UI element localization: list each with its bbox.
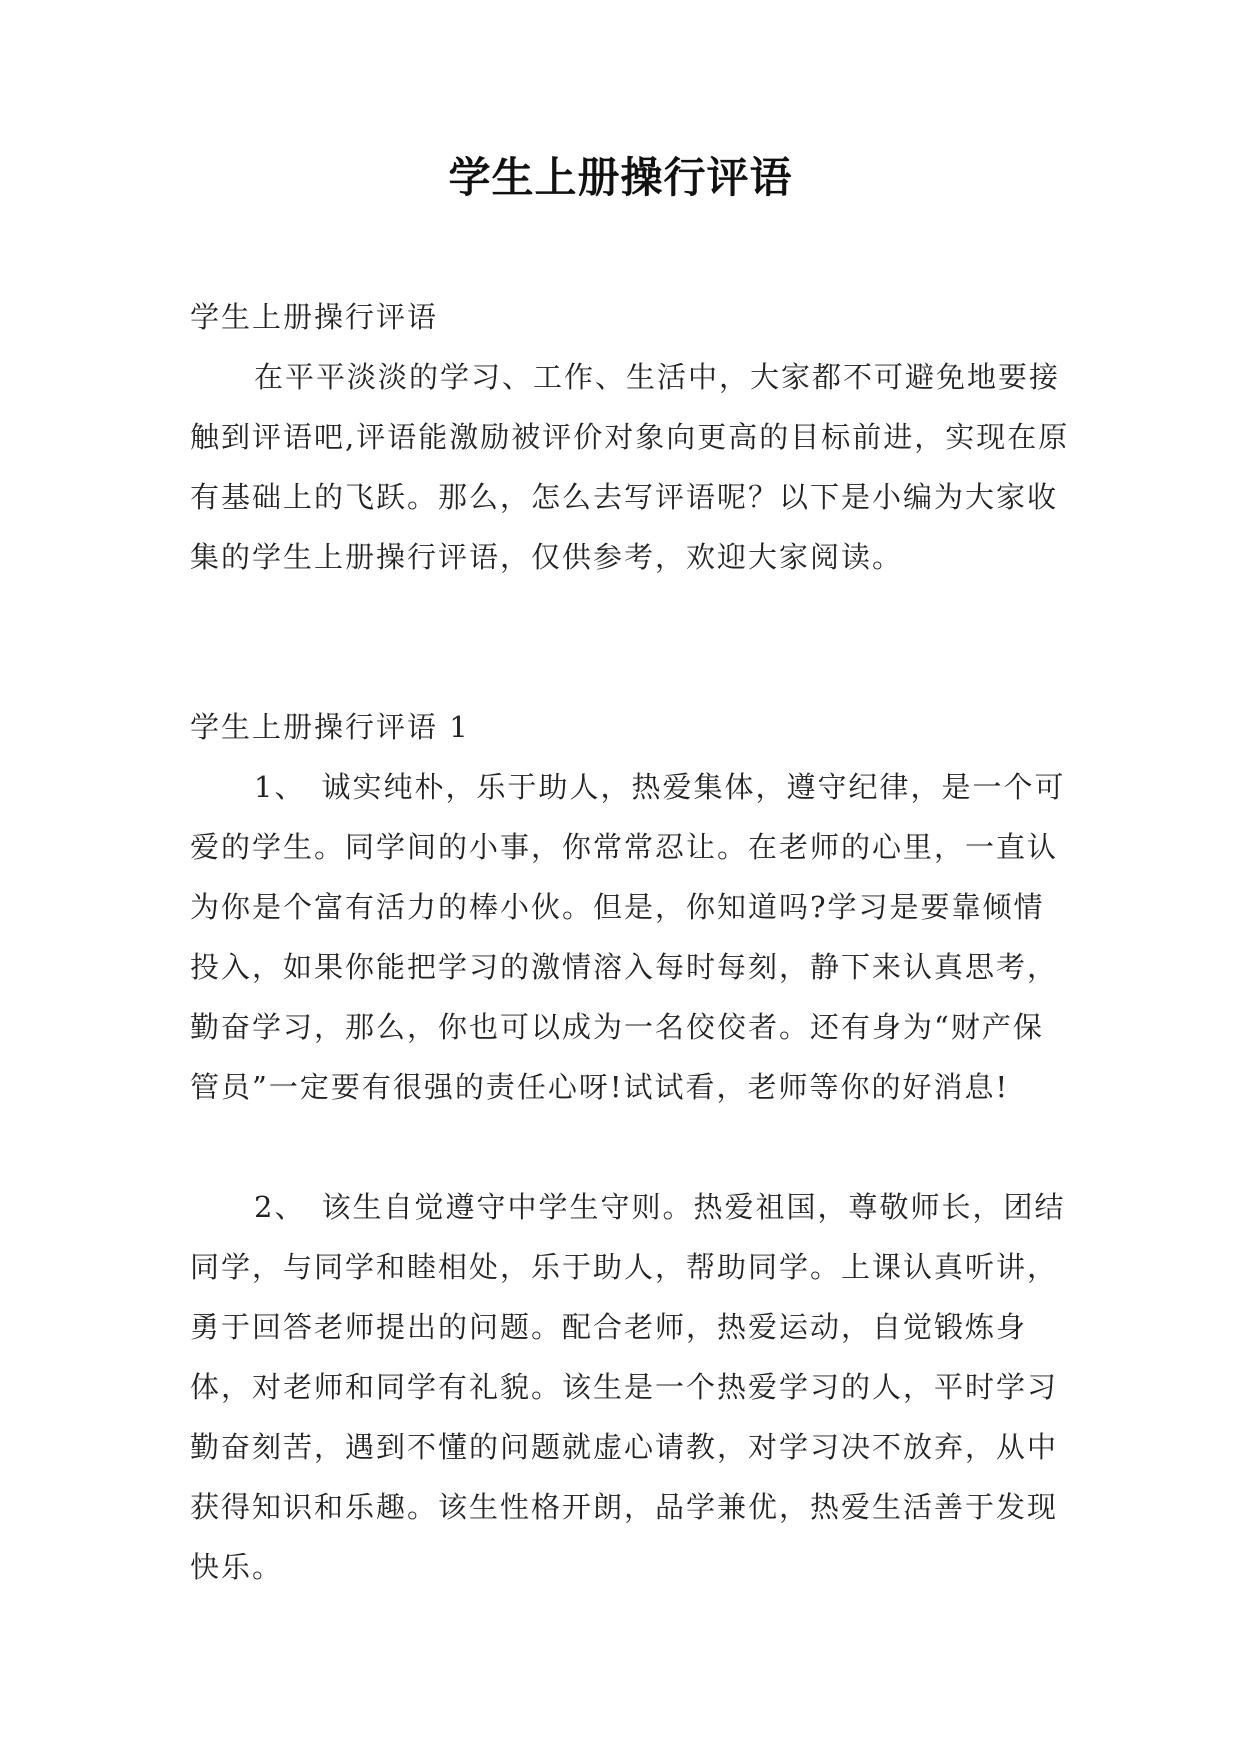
item-text: 该生自觉遵守中学生守则。热爱祖国，尊敬师长，团结同学，与同学和睦相处，乐于助人，帮助同学。上课认真听讲，勇于回答老师提出的问题。配合老师，热爱运动，自觉锻炼身体，对老师和同学有礼貌。该生是一个热爱学习的人，平时学习勤奋刻苦，遇到不懂的问题就虚心请教，对学习决不放弃，从中获得知识和乐趣。该生性格开朗，品学兼优，热爱生活善于发现快乐。 [190, 1190, 1066, 1584]
section-1-heading: 学生上册操行评语 1 [190, 710, 470, 744]
intro-paragraph: 在平平淡淡的学习、工作、生活中，大家都不可避免地要接触到评语吧,评语能激励被评价对象向更高的目标前进，实现在原有基础上的飞跃。那么，怎么去写评语呢？以下是小编为大家收集的学生上册操行评语，仅供参考，欢迎大家阅读。 [190, 360, 1070, 574]
item-number: 2、 [254, 1190, 306, 1224]
list-item [190, 1177, 1070, 1597]
document-title: 学生上册操行评语 [448, 153, 793, 202]
list-item [190, 757, 1070, 1117]
item-number: 1、 [254, 770, 306, 804]
intro-heading: 学生上册操行评语 [190, 300, 439, 334]
item-text: 诚实纯朴，乐于助人，热爱集体，遵守纪律，是一个可爱的学生。同学间的小事，你常常忍让。在老师的心里，一直认为你是个富有活力的棒小伙。但是，你知道吗?学习是要靠倾情投入，如果你能把学习的激情溶入每时每刻，静下来认真思考，勤奋学习，那么，你也可以成为一名佼佼者。还有身为“财产保管员”一定要有很强的责任心呀!试试看，老师等你的好消息! [190, 770, 1066, 1104]
